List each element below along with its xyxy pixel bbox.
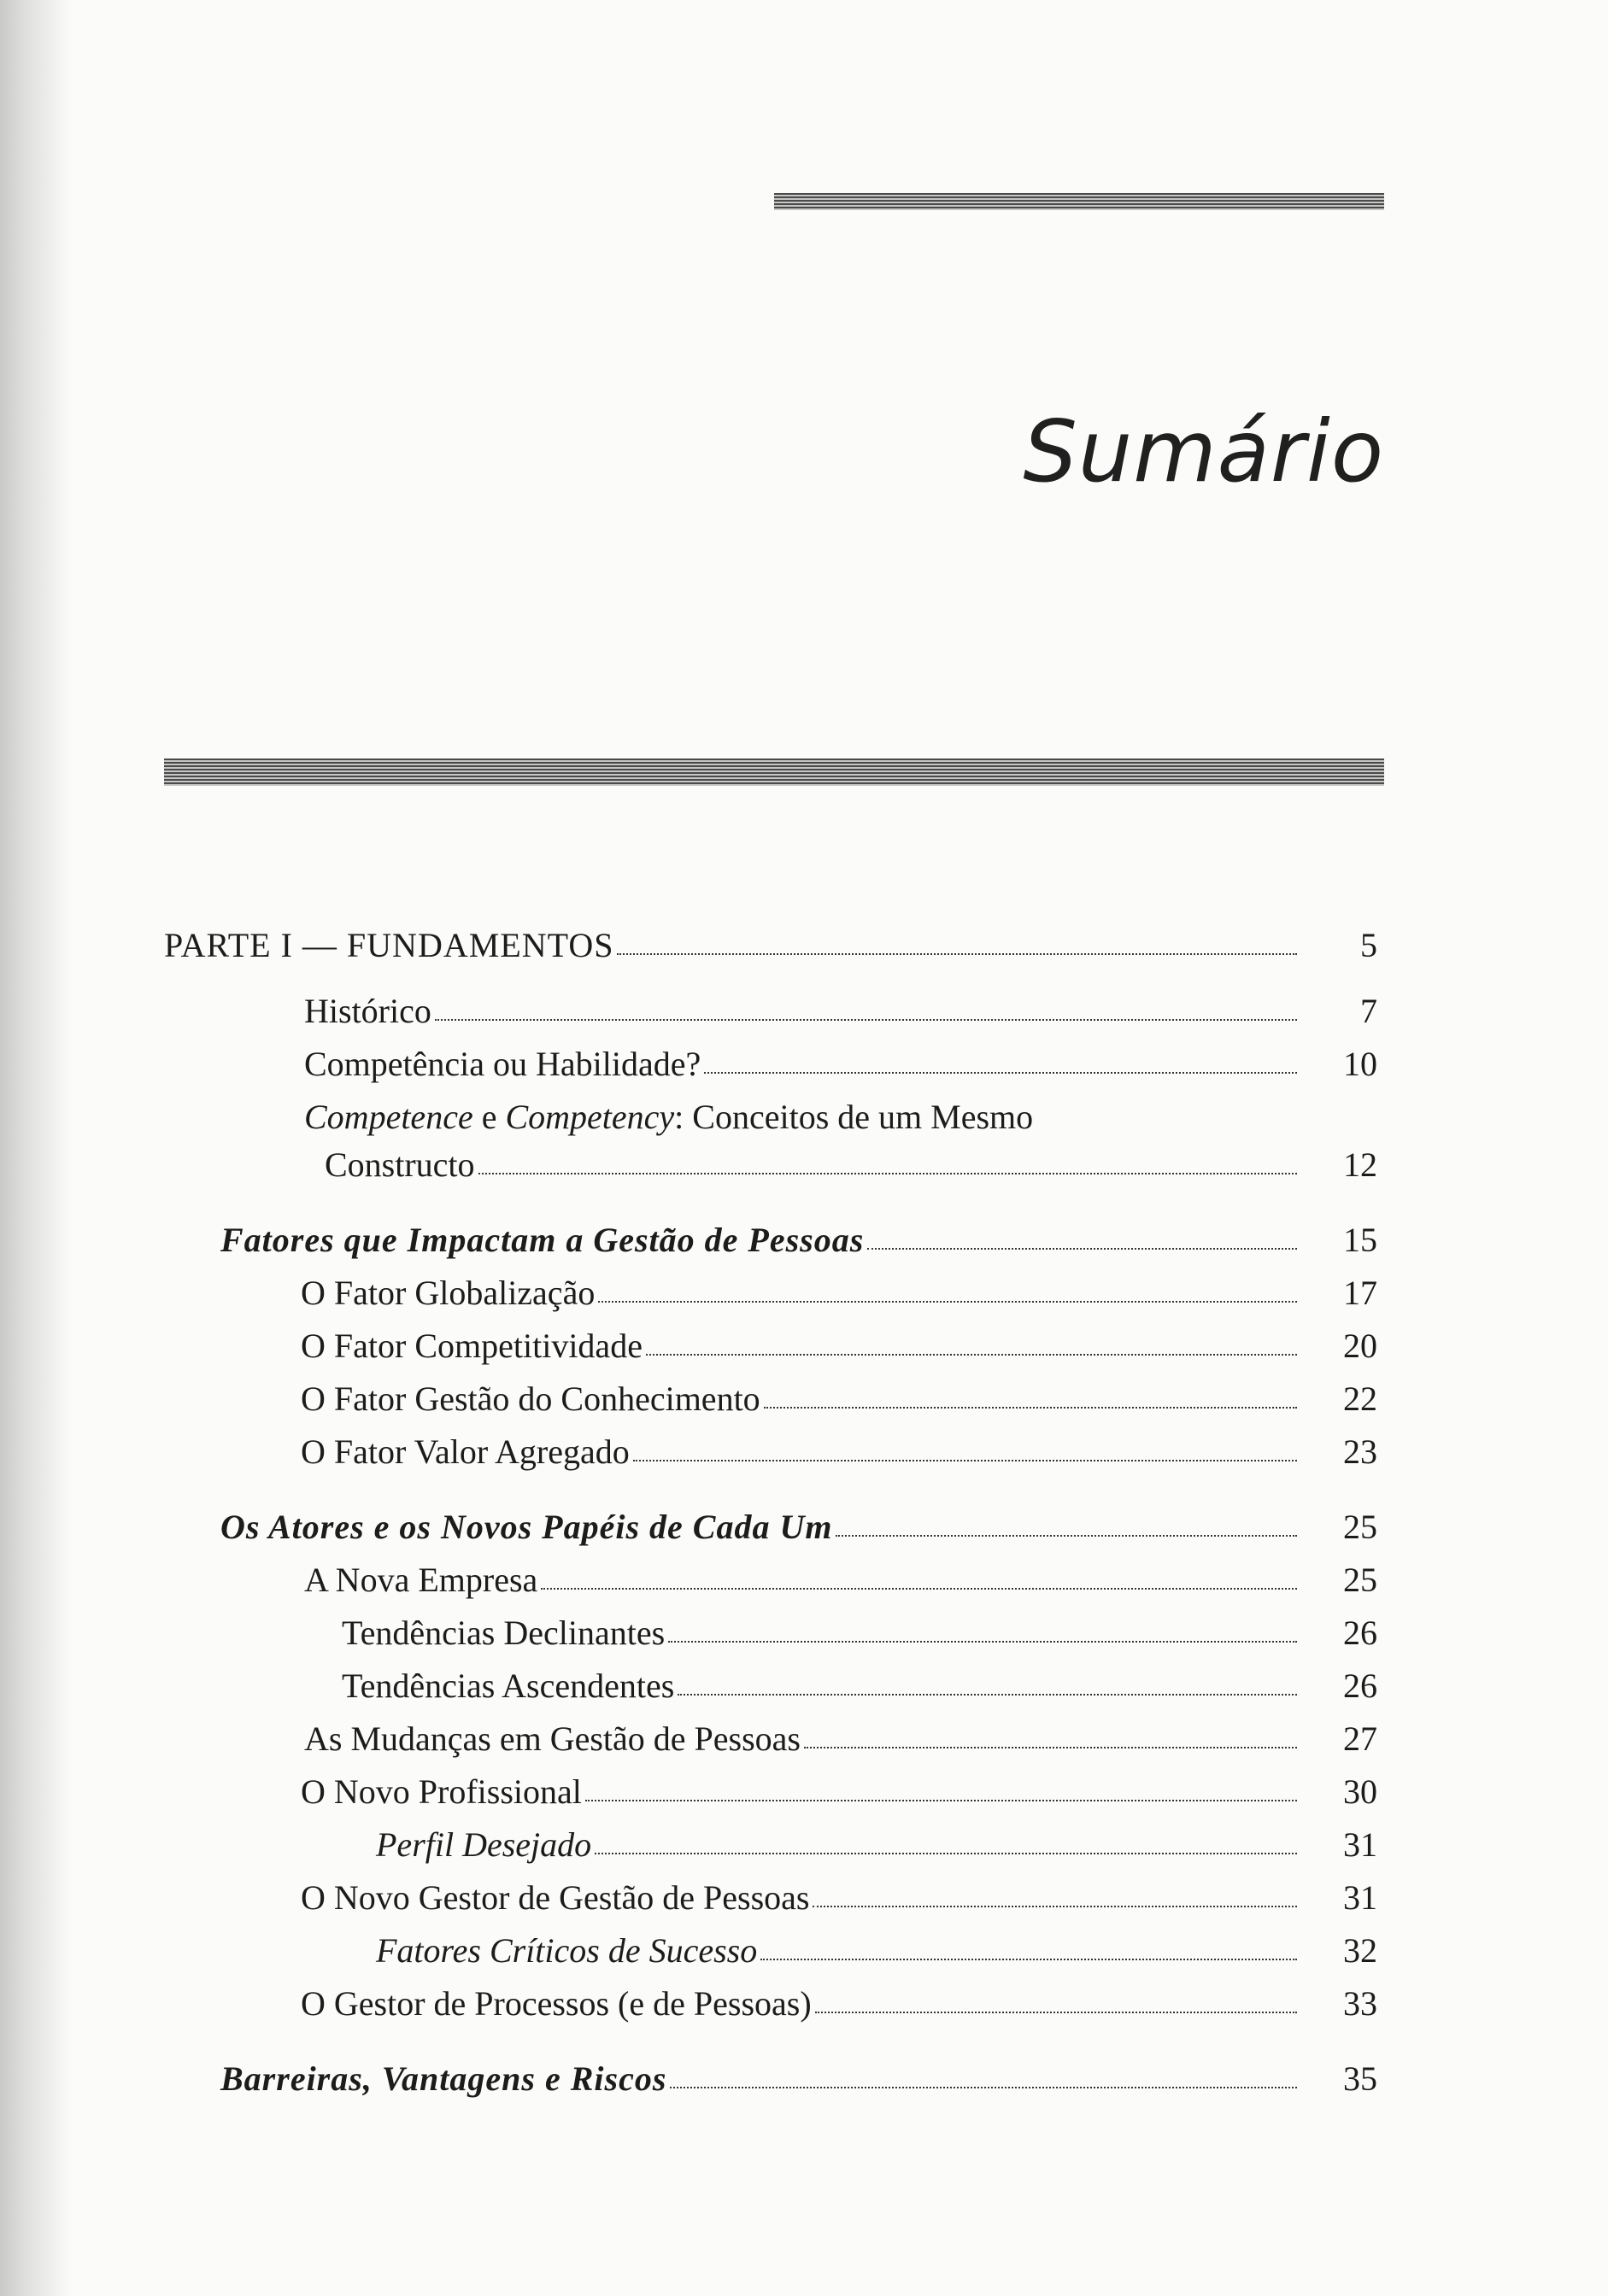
toc-entry-chapter[interactable] xyxy=(220,1220,1300,1261)
toc-entry-label: Tendências Declinantes xyxy=(342,1614,666,1652)
toc-entry[interactable] xyxy=(376,1824,1300,1866)
toc-entry[interactable] xyxy=(304,1044,1300,1085)
toc-entry-label: O Fator Globalização xyxy=(301,1274,596,1312)
toc-page-number: 30 xyxy=(1343,1772,1377,1811)
toc-entry[interactable] xyxy=(342,1613,1300,1654)
toc-page-number: 20 xyxy=(1343,1327,1377,1365)
toc-page-number: 17 xyxy=(1343,1274,1377,1312)
toc-entry-label-connector: e xyxy=(472,1098,506,1136)
page-title: Sumário xyxy=(1023,401,1384,501)
toc-page-number: 25 xyxy=(1343,1561,1377,1599)
toc-entry-label: Os Atores e os Novos Papéis de Cada Um xyxy=(220,1508,833,1546)
toc-page-number: 15 xyxy=(1343,1221,1377,1259)
toc-entry-label: O Novo Gestor de Gestão de Pessoas xyxy=(301,1878,810,1917)
toc-entry-label: O Novo Profissional xyxy=(301,1772,582,1811)
toc-entry-continuation[interactable] xyxy=(325,1145,1300,1186)
toc-entry-label: Perfil Desejado xyxy=(376,1825,592,1864)
toc-entry[interactable] xyxy=(301,1983,1300,2024)
dot-leader xyxy=(764,1407,1297,1409)
toc-page-number: 27 xyxy=(1343,1719,1377,1758)
toc-entry[interactable] xyxy=(304,1719,1300,1760)
toc-entry[interactable] xyxy=(301,1326,1300,1367)
toc-entry-chapter[interactable] xyxy=(220,2059,1300,2100)
toc-entry-part[interactable] xyxy=(164,925,1300,966)
dot-leader xyxy=(813,1906,1297,1907)
toc-entry-chapter[interactable] xyxy=(220,1507,1300,1548)
dot-leader xyxy=(668,1641,1297,1643)
dot-leader xyxy=(678,1694,1297,1696)
toc-page-number: 31 xyxy=(1343,1825,1377,1864)
toc-page-number: 12 xyxy=(1343,1145,1377,1184)
toc-entry-label: Barreiras, Vantagens e Riscos xyxy=(220,2059,667,2098)
toc-page-number: 35 xyxy=(1343,2059,1377,2098)
toc-entry[interactable] xyxy=(301,1379,1300,1420)
dot-leader xyxy=(670,2087,1297,2088)
toc-entry-label: O Fator Competitividade xyxy=(301,1327,643,1365)
toc-entry-label: O Gestor de Processos (e de Pessoas) xyxy=(301,1984,812,2023)
toc-page-number: 26 xyxy=(1343,1614,1377,1652)
toc-entry-label: O Fator Gestão do Conhecimento xyxy=(301,1379,760,1418)
dot-leader xyxy=(617,953,1297,955)
dot-leader xyxy=(804,1747,1297,1748)
page-gutter-shadow xyxy=(0,0,72,2296)
toc-page-number: 26 xyxy=(1343,1666,1377,1705)
toc-entry[interactable] xyxy=(301,1877,1300,1918)
dot-leader xyxy=(478,1173,1297,1174)
toc-page-number: 7 xyxy=(1360,992,1377,1030)
toc-entry-label: PARTE I — FUNDAMENTOS xyxy=(164,926,614,964)
toc-page-number: 22 xyxy=(1343,1379,1377,1418)
decorative-rule-top xyxy=(774,193,1384,210)
toc-entry-label: A Nova Empresa xyxy=(304,1561,538,1599)
decorative-rule-middle xyxy=(164,758,1384,786)
toc-entry-first-line[interactable] xyxy=(304,1097,1033,1138)
toc-entry-label-italic: Competency xyxy=(505,1098,675,1136)
dot-leader xyxy=(585,1800,1297,1801)
toc-entry[interactable] xyxy=(304,991,1300,1032)
toc-entry[interactable] xyxy=(301,1772,1300,1813)
toc-entry-label: Histórico xyxy=(304,992,431,1030)
toc-entry-label: Competência ou Habilidade? xyxy=(304,1045,701,1083)
toc-page-number: 33 xyxy=(1343,1984,1377,2023)
toc-page-number: 31 xyxy=(1343,1878,1377,1917)
toc-page-number: 5 xyxy=(1360,926,1377,964)
dot-leader xyxy=(646,1354,1297,1356)
dot-leader xyxy=(595,1853,1297,1854)
dot-leader xyxy=(760,1959,1297,1960)
toc-entry-label-rest: : Conceitos de um Mesmo xyxy=(674,1098,1034,1136)
toc-entry-label: Fatores Críticos de Sucesso xyxy=(376,1931,758,1970)
toc-entry[interactable] xyxy=(301,1273,1300,1314)
toc-page-number: 23 xyxy=(1343,1432,1377,1471)
dot-leader xyxy=(867,1248,1297,1250)
toc-entry-label: As Mudanças em Gestão de Pessoas xyxy=(304,1719,801,1758)
toc-entry-label: Fatores que Impactam a Gestão de Pessoas xyxy=(220,1221,865,1259)
toc-entry[interactable] xyxy=(304,1560,1300,1601)
toc-entry[interactable] xyxy=(342,1666,1300,1707)
toc-entry-label: O Fator Valor Agregado xyxy=(301,1432,630,1471)
toc-entry[interactable] xyxy=(376,1930,1300,1971)
dot-leader xyxy=(435,1019,1297,1021)
toc-entry-label: Tendências Ascendentes xyxy=(342,1666,675,1705)
dot-leader xyxy=(704,1072,1297,1074)
toc-page-number: 10 xyxy=(1343,1045,1377,1083)
toc-entry[interactable] xyxy=(301,1432,1300,1473)
toc-entry-label: Constructo xyxy=(325,1145,475,1184)
toc-page-number: 32 xyxy=(1343,1931,1377,1970)
dot-leader xyxy=(541,1588,1297,1590)
toc-entry-label-italic: Competence xyxy=(304,1098,473,1136)
toc-page-number: 25 xyxy=(1343,1508,1377,1546)
dot-leader xyxy=(836,1535,1297,1537)
dot-leader xyxy=(815,2012,1297,2013)
dot-leader xyxy=(633,1460,1297,1461)
dot-leader xyxy=(598,1301,1297,1303)
